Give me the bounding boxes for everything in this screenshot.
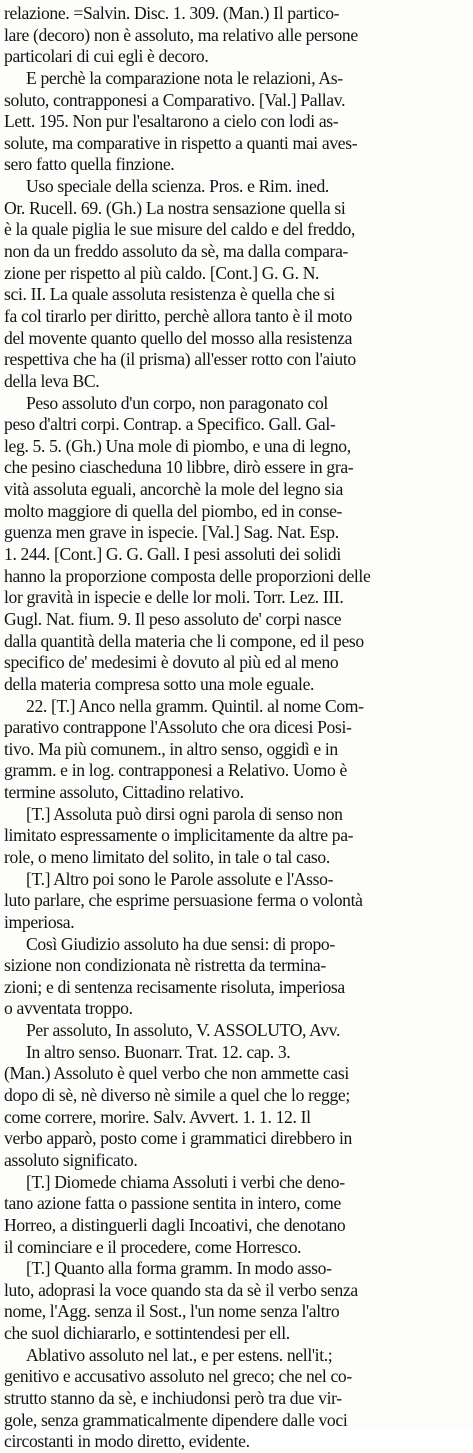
text-line: tivo. Ma più comunem., in altro senso, oggidì e in: [4, 738, 338, 759]
text-line: gramm. e in log. contrapponesi a Relativo. Uomo è: [4, 760, 347, 781]
text-line: circostanti in modo diretto, evidente.: [4, 1431, 250, 1452]
text-line: soluto, contrapponesi a Comparativo. [Val.] Pallav.: [4, 89, 346, 110]
text-line: Or. Rucell. 69. (Gh.) La nostra sensazione quella si: [4, 197, 346, 218]
text-line: 22. [T.] Anco nella gramm. Quintil. al nome Com-: [26, 695, 364, 716]
text-line: nome, l'Agg. senza il Sost., l'un nome senza l'altro: [4, 1301, 340, 1322]
text-line: tano azione fatta o passione sentita in intero, come: [4, 1193, 341, 1214]
text-line: Uso speciale della scienza. Pros. e Rim. ined.: [26, 176, 329, 197]
text-line: 1. 244. [Cont.] G. G. Gall. I pesi assoluti dei solidi: [4, 544, 341, 565]
text-line: che pesino ciascheduna 10 libbre, dirò essere in gra-: [4, 457, 354, 478]
text-line: Gugl. Nat. fium. 9. Il peso assoluto de' corpi nasce: [4, 608, 342, 629]
text-line: Per assoluto, In assoluto, V. ASSOLUTO, Avv.: [26, 1020, 341, 1041]
text-line: lare (decoro) non è assoluto, ma relativo alle persone: [4, 24, 358, 45]
text-line: molto maggiore di quella del piombo, ed in conse-: [4, 500, 343, 521]
text-line: lor gravità in ispecie e delle lor moli. Torr. Lez. III.: [4, 587, 344, 608]
text-line: [T.] Quanto alla forma gramm. In modo asso-: [26, 1258, 332, 1279]
text-line: respettiva che ha (il prisma) all'esser rotto con l'aiuto: [4, 349, 356, 370]
text-line: è la quale piglia le sue misure del caldo e del freddo,: [4, 219, 356, 240]
text-line: il cominciare e il procedere, come Horresco.: [4, 1236, 302, 1257]
text-line: vità assoluta eguali, ancorchè la mole del legno sia: [4, 479, 343, 500]
text-line: guenza men grave in ispecie. [Val.] Sag. Nat. Esp.: [4, 522, 339, 543]
entry-text-column: [4, 3, 468, 1453]
text-line: [T.] Altro poi sono le Parole assolute e l'Asso-: [26, 868, 334, 889]
text-line: luto, adoprasi la voce quando sta da sè il verbo senza: [4, 1279, 358, 1300]
text-line: luto parlare, che esprime persuasione ferma o volontà: [4, 890, 363, 911]
text-line: (Man.) Assoluto è quel verbo che non ammette casi: [4, 1063, 349, 1084]
text-line: della materia compresa sotto una mole eguale.: [4, 673, 315, 694]
text-line: zioni; e di sentenza recisamente risoluta, imperiosa: [4, 976, 345, 997]
text-line: relazione. =Salvin. Disc. 1. 309. (Man.) Il partico-: [4, 3, 340, 23]
text-line: dalla quantità della materia che li compone, ed il peso: [4, 630, 364, 651]
text-line: fa col tirarlo per diritto, perchè allora tanto è il moto: [4, 305, 352, 326]
text-line: o avventata troppo.: [4, 998, 133, 1019]
text-line: role, o meno limitato del solito, in tale o tal caso.: [4, 846, 330, 867]
text-line: parativo contrappone l'Assoluto che ora dicesi Posi-: [4, 717, 352, 738]
text-line: gole, senza grammaticalmente dipendere dalle voci: [4, 1409, 348, 1430]
text-line: Peso assoluto d'un corpo, non paragonato col: [26, 392, 328, 413]
text-line: della leva BC.: [4, 370, 100, 391]
text-line: In altro senso. Buonarr. Trat. 12. cap. 3.: [26, 1041, 291, 1062]
text-line: zione per rispetto al più caldo. [Cont.] G. G. N.: [4, 262, 320, 283]
text-line: Lett. 195. Non pur l'esaltarono a cielo con lodi as-: [4, 111, 339, 132]
text-line: come correre, morire. Salv. Avvert. 1. 1. 12. Il: [4, 1106, 311, 1127]
text-line: solute, ma comparative in rispetto a quanti mai aves-: [4, 132, 358, 153]
text-line: hanno la proporzione composta delle proporzioni delle: [4, 565, 371, 586]
text-line: E perchè la comparazione nota le relazioni, As-: [26, 67, 343, 88]
text-line: genitivo e accusativo assoluto nel greco; che nel co-: [4, 1366, 352, 1387]
text-line: Horreo, a distinguerli dagli Incoativi, che denotano: [4, 1214, 346, 1235]
text-line: verbo apparò, posto come i grammatici direbbero in: [4, 1128, 352, 1149]
text-line: [T.] Assoluta può dirsi ogni parola di senso non: [26, 803, 343, 824]
text-line: termine assoluto, Cittadino relativo.: [4, 782, 244, 803]
text-line: imperiosa.: [4, 911, 75, 932]
text-line: sci. II. La quale assoluta resistenza è quella che si: [4, 284, 335, 305]
text-line: Così Giudizio assoluto ha due sensi: di propo-: [26, 933, 335, 954]
text-line: specifico de' medesimi è dovuto al più ed al meno: [4, 652, 339, 673]
text-line: [T.] Diomede chiama Assoluti i verbi che deno-: [26, 1171, 345, 1192]
text-line: strutto stanno da sè, e inchiudonsi però tra due vir-: [4, 1388, 342, 1408]
text-line: peso d'altri corpi. Contrap. a Specifico. Gall. Gal-: [4, 414, 336, 435]
text-line: Ablativo assoluto nel lat., e per estens. nell'it.;: [26, 1344, 333, 1365]
text-line: non da un freddo assoluto da sè, ma dalla compara-: [4, 241, 349, 262]
text-line: del movente quanto quello del mosso alla resistenza: [4, 327, 353, 348]
text-line: assoluto significato.: [4, 1149, 138, 1170]
text-line: sero fatto quella finzione.: [4, 154, 175, 175]
text-line: sizione non condizionata nè ristretta da termina-: [4, 955, 326, 976]
text-line: limitato espressamente o implicitamente da altre pa-: [4, 825, 354, 846]
text-line: particolari di cui egli è decoro.: [4, 46, 209, 67]
text-line: dopo di sè, nè diverso nè simile a quel che lo regge;: [4, 1085, 350, 1106]
text-line: che suol dichiararlo, e sottintendesi per ell.: [4, 1323, 290, 1344]
text-line: leg. 5. 5. (Gh.) Una mole di piombo, e una di legno,: [4, 435, 351, 456]
